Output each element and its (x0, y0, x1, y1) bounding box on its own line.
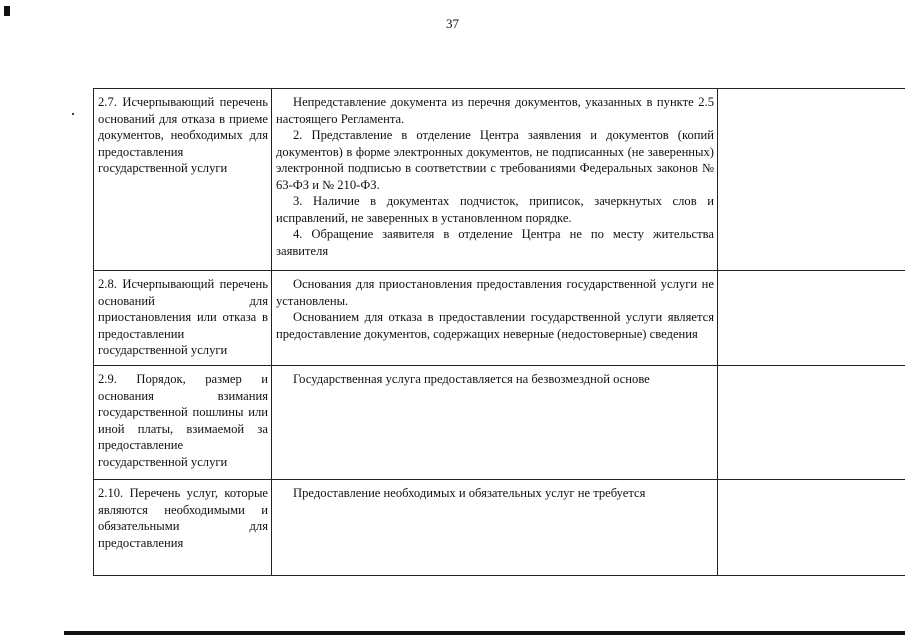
content-paragraph: 4. Обращение заявителя в отделение Центра не по месту жительства заявителя (276, 227, 714, 258)
content-paragraph: Основанием для отказа в предоставлении государственной услуги является предоставление документов, содержащих неверные (недостоверные) сведения (276, 310, 714, 341)
content-paragraph: 3. Наличие в документах подчисток, приписок, зачеркнутых слов и исправлений, не заверенных в установленном порядке. (276, 194, 714, 225)
row-note-cell (718, 366, 905, 480)
content-paragraph: 2. Представление в отделение Центра заявления и документов (копий документов) в форме электронных документов, не подписанных (не заверенных) электронной подписью в соответствии с требованиями Федеральных законов № 63-ФЗ и № 210-ФЗ. (276, 128, 714, 192)
row-content-cell (272, 89, 718, 271)
row-content-cell (272, 366, 718, 480)
row-note-cell (718, 271, 905, 366)
row-label-cell (94, 366, 272, 480)
row-content-cell (272, 271, 718, 366)
scan-corner-mark (4, 6, 10, 16)
content-paragraph: Государственная услуга предоставляется на безвозмездной основе (293, 372, 650, 386)
row-label: 2.9. Порядок, размер и основания взимания государственной пошлины или иной платы, взимаемой за предоставление государственной услуги (98, 372, 268, 469)
row-note-cell (718, 480, 905, 576)
scan-speck (72, 113, 74, 115)
row-label-cell (94, 271, 272, 366)
row-label: 2.7. Исчерпывающий перечень оснований для отказа в приеме документов, необходимых для предоставления государственной услуги (98, 95, 268, 175)
page-number: 37 (446, 16, 459, 31)
row-note-cell (718, 89, 905, 271)
row-label: 2.10. Перечень услуг, которые являются необходимыми и обязательными для предоставления (98, 486, 268, 550)
row-label-cell (94, 89, 272, 271)
regulation-table (93, 88, 905, 576)
row-label: 2.8. Исчерпывающий перечень оснований для приостановления или отказа в предоставлении государственной услуги (98, 277, 268, 357)
row-content-cell (272, 480, 718, 576)
row-label-cell (94, 480, 272, 576)
content-paragraph: Основания для приостановления предоставления государственной услуги не установлены. (276, 277, 714, 308)
content-paragraph: Предоставление необходимых и обязательных услуг не требуется (293, 486, 646, 500)
page-bottom-rule (64, 631, 905, 635)
table-row (94, 480, 905, 576)
table-row (94, 89, 905, 271)
content-paragraph: Непредставление документа из перечня документов, указанных в пункте 2.5 настоящего Регламента. (276, 95, 714, 126)
table-row (94, 271, 905, 366)
table-row (94, 366, 905, 480)
